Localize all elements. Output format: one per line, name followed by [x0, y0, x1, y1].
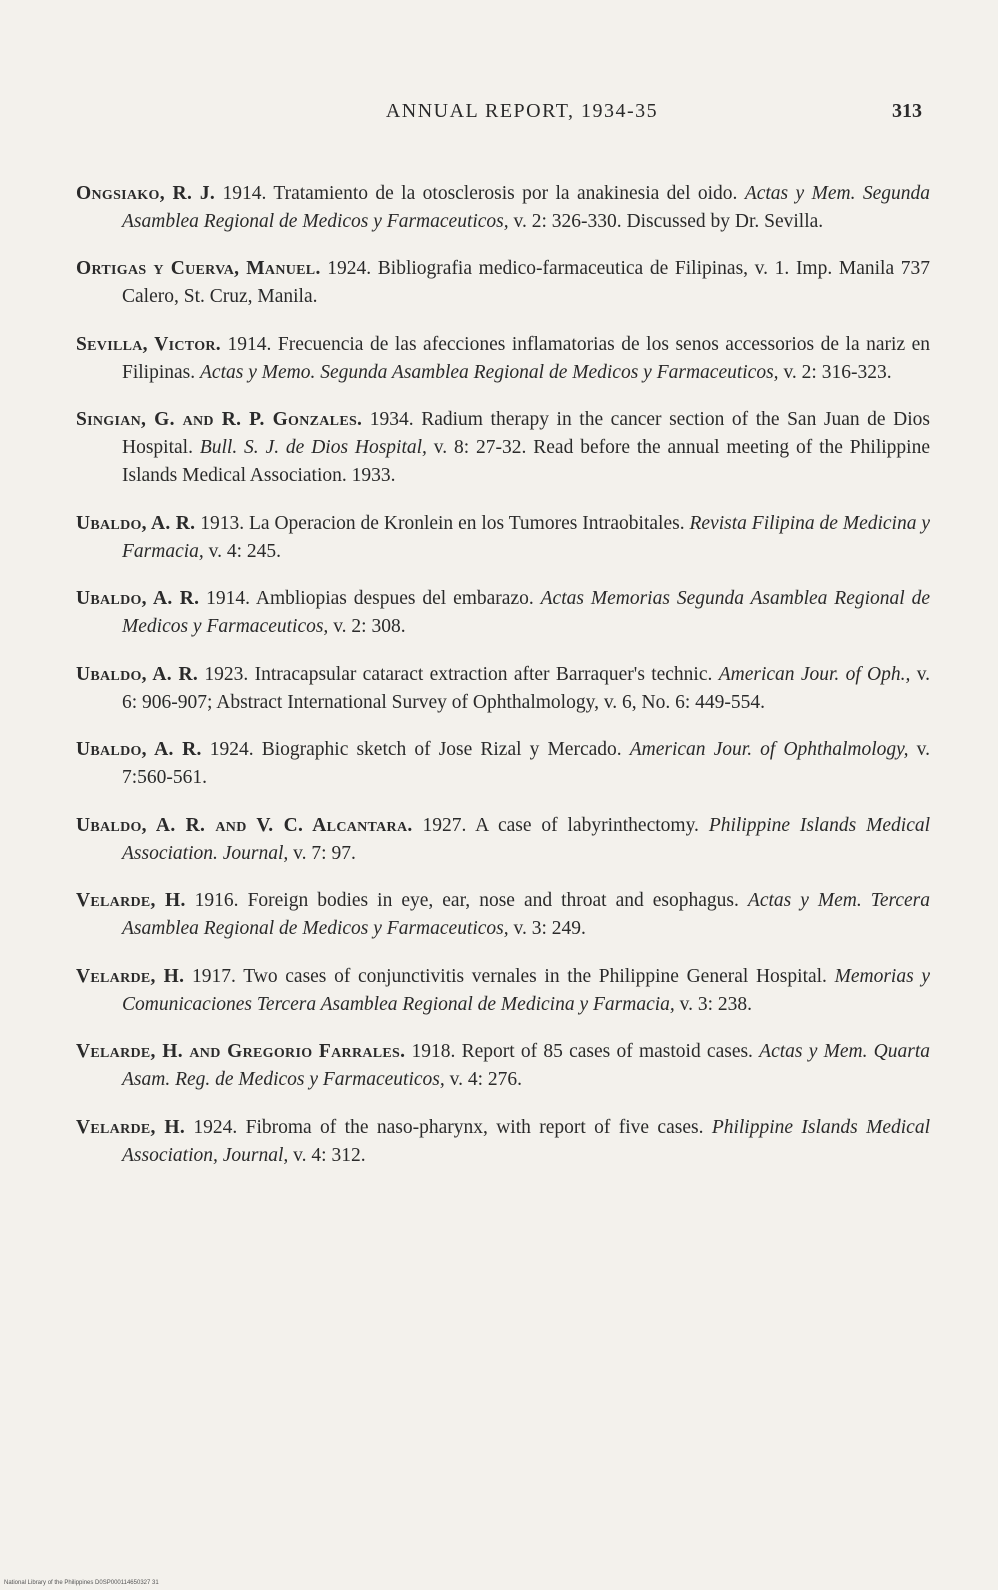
- bibliography-entry: [76, 510, 930, 566]
- bibliography-entry: [76, 1114, 930, 1170]
- entry-author: Ubaldo, A. R.: [76, 512, 196, 534]
- entry-details: v. 8: 27-32. Read before the annual meeting of the Philippine Islands Medical Association. 1933.: [122, 437, 930, 486]
- entry-year: 1924.: [209, 739, 254, 760]
- entry-journal: American Jour. of Ophthalmology,: [629, 739, 909, 760]
- bibliography-entry: [76, 812, 930, 868]
- entry-journal: Actas y Mem. Tercera Asamblea Regional de Medicos y Farmaceuticos,: [122, 890, 930, 939]
- entry-details: v. 2: 316-323.: [783, 361, 892, 383]
- entry-year: 1923.: [204, 663, 249, 685]
- entry-details: v. 7: 97.: [293, 842, 356, 864]
- bibliography-entry: [76, 331, 930, 387]
- entry-year: 1924.: [193, 1116, 238, 1138]
- entry-author: Velarde, H. and Gregorio Farrales.: [76, 1041, 406, 1062]
- entry-author: Velarde, H.: [76, 1116, 186, 1138]
- entry-author: Ubaldo, A. R. and V. C. Alcantara.: [76, 814, 413, 836]
- entry-title: Radium therapy in the cancer section of the San Juan de Dios Hospital.: [122, 409, 930, 458]
- entry-year: 1934.: [369, 409, 414, 430]
- bibliography-entry: [76, 1038, 930, 1094]
- entry-details: v. 4: 312.: [293, 1144, 366, 1166]
- entry-author: Ongsiako, R. J.: [76, 182, 216, 204]
- entry-year: 1924.: [327, 258, 372, 279]
- entry-details: v. 7:560-561.: [122, 739, 931, 788]
- entry-author: Ubaldo, A. R.: [76, 588, 200, 609]
- entry-title: Foreign bodies in eye, ear, nose and throat and esophagus.: [247, 890, 739, 911]
- entry-journal: Memorias y Comunicaciones Tercera Asamblea Regional de Medicina y Farmacia,: [122, 965, 931, 1015]
- entry-title: Biographic sketch of Jose Rizal y Mercado.: [261, 739, 622, 760]
- entry-year: 1914.: [222, 182, 267, 204]
- entry-author: Sevilla, Victor.: [76, 333, 221, 355]
- entry-author: Ubaldo, A. R.: [76, 739, 202, 760]
- bibliography-entry: [76, 736, 930, 792]
- entry-author: Velarde, H.: [76, 890, 186, 911]
- entry-title: Tratamiento de la otosclerosis por la anakinesia del oido.: [273, 182, 738, 204]
- entry-title: Frecuencia de las afecciones inflamatorias de los senos accessorios de la nariz en Filipinas.: [122, 333, 931, 383]
- entry-details: v. 3: 238.: [679, 993, 753, 1015]
- entry-title: Report of 85 cases of mastoid cases.: [461, 1041, 753, 1062]
- entry-details: v. 4: 245.: [208, 540, 282, 562]
- entry-title: Ambliopias despues del embarazo.: [255, 588, 534, 609]
- entry-year: 1917.: [192, 965, 236, 987]
- entry-year: 1927.: [422, 814, 467, 836]
- running-head: [122, 100, 922, 130]
- entry-title: Intracapsular cataract extraction after Barraquer's technic.: [254, 663, 713, 685]
- entry-year: 1914.: [206, 588, 251, 609]
- entry-details: v. 3: 249.: [513, 918, 586, 939]
- entry-author: Ubaldo, A. R.: [76, 663, 199, 685]
- entry-year: 1914.: [227, 333, 272, 355]
- entry-journal: Actas Memorias Segunda Asamblea Regional de Medicos y Farmaceuticos,: [122, 588, 931, 637]
- scan-footer: National Library of the Philippines D0SP000114650327 31: [4, 1580, 159, 1586]
- bibliography-entry: [76, 661, 930, 717]
- entry-author: Ortigas y Cuerva, Manuel.: [76, 258, 321, 279]
- bibliography-entry: [76, 406, 930, 490]
- entry-details: v. 2: 326-330. Discussed by Dr. Sevilla.: [513, 210, 824, 232]
- entry-journal: American Jour. of Oph.,: [718, 663, 911, 685]
- entry-title: Fibroma of the naso-pharynx, with report of five cases.: [245, 1116, 704, 1138]
- bibliography-entry: [76, 585, 930, 641]
- entry-year: 1916.: [194, 890, 239, 911]
- entry-title: Two cases of conjunctivitis vernales in the Philippine General Hospital.: [243, 965, 827, 987]
- entry-title: A case of labyrinthectomy.: [475, 814, 699, 836]
- entry-details: v. 4: 276.: [449, 1069, 523, 1090]
- entry-journal: Philippine Islands Medical Association. Journal,: [122, 814, 931, 864]
- entry-journal: Revista Filipina de Medicina y Farmacia,: [122, 512, 931, 562]
- entry-year: 1918.: [411, 1041, 456, 1062]
- bibliography-entry: [76, 180, 930, 236]
- bibliography-entry: [76, 963, 930, 1019]
- entry-author: Singian, G. and R. P. Gonzales.: [76, 409, 363, 430]
- entry-details: Imp. Manila 737 Calero, St. Cruz, Manila.: [122, 258, 930, 307]
- entry-details: v. 6: 906-907; Abstract International Survey of Ophthalmology, v. 6, No. 6: 449-554.: [122, 663, 931, 713]
- entry-title: La Operacion de Kronlein en los Tumores Intraobitales.: [248, 512, 685, 534]
- entry-journal: Actas y Mem. Quarta Asam. Reg. de Medicos y Farmaceuticos,: [122, 1041, 931, 1090]
- entry-journal: Philippine Islands Medical Association, Journal,: [122, 1116, 930, 1166]
- entry-journal: Bull. S. J. de Dios Hospital,: [199, 437, 427, 458]
- entry-author: Velarde, H.: [76, 965, 185, 987]
- entry-journal: Actas y Mem. Segunda Asamblea Regional de Medicos y Farmaceuticos,: [122, 182, 931, 232]
- bibliography-entry: [76, 887, 930, 943]
- entry-journal: Actas y Memo. Segunda Asamblea Regional de Medicos y Farmaceuticos,: [200, 361, 779, 383]
- page-number: 313: [892, 100, 922, 122]
- entry-year: 1913.: [200, 512, 245, 534]
- bibliography-list: [76, 160, 930, 1184]
- running-title: ANNUAL REPORT, 1934-35: [385, 100, 659, 122]
- entry-details: v. 2: 308.: [333, 616, 406, 637]
- entry-title: Bibliografia medico-farmaceutica de Filipinas, v. 1.: [377, 258, 790, 279]
- bibliography-entry: [76, 255, 930, 311]
